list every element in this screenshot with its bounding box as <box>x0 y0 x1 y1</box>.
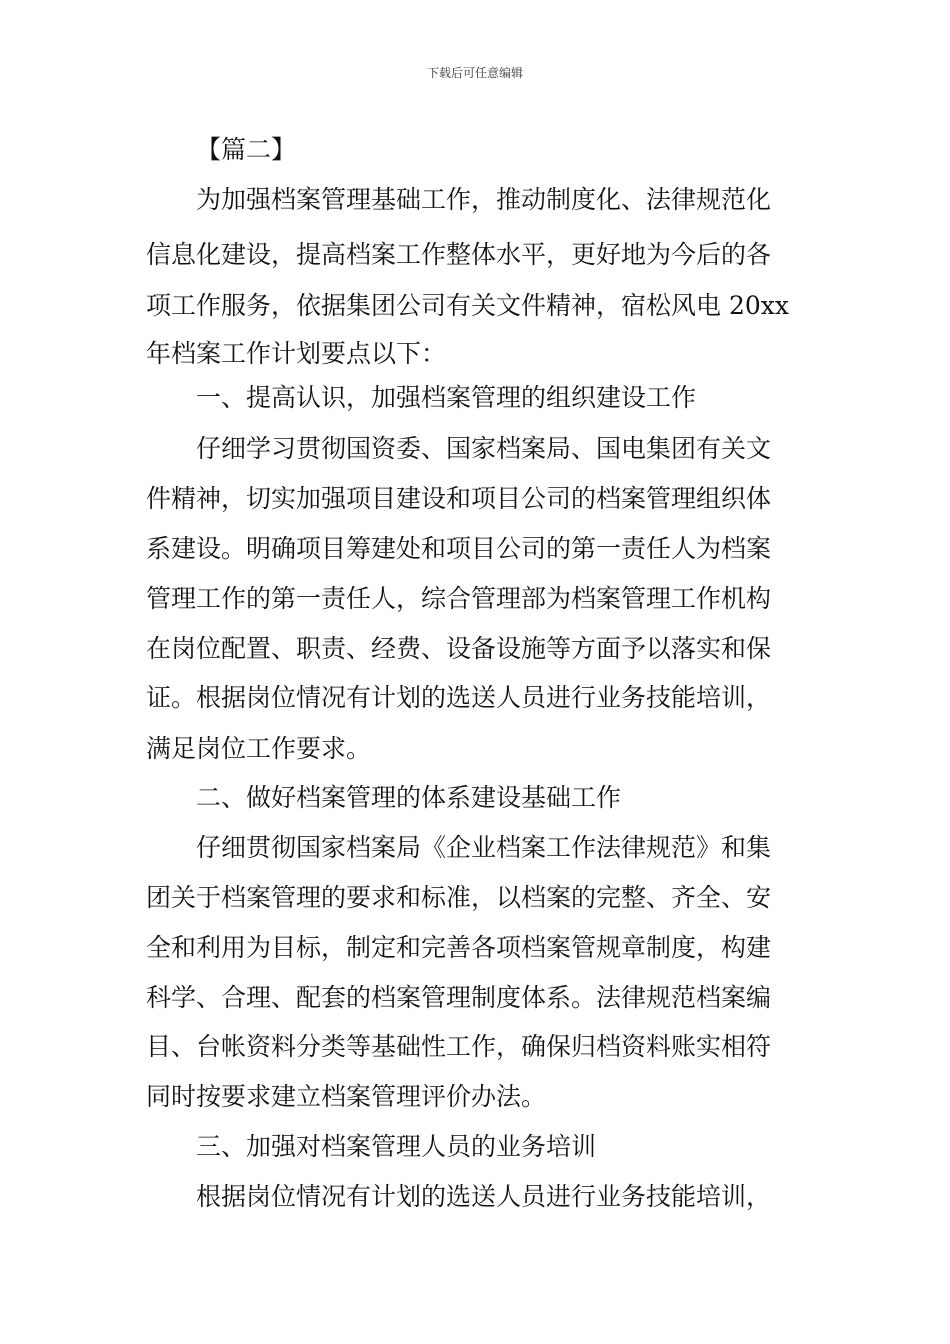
paragraph-line: 在岗位配置、职责、经费、设备设施等方面予以落实和保 <box>146 634 772 663</box>
paragraph-line: 证。根据岗位情况有计划的选送人员进行业务技能培训， <box>146 683 772 712</box>
section-heading: 三、加强对档案管理人员的业务培训 <box>196 1132 597 1161</box>
page-header: 下载后可任意编辑 <box>426 66 523 80</box>
paragraph-line: 同时按要求建立档案管理评价办法。 <box>146 1082 547 1111</box>
section-tag: 【篇二】 <box>196 135 297 164</box>
section-heading: 二、做好档案管理的体系建设基础工作 <box>196 783 622 812</box>
section-heading: 一、提高认识，加强档案管理的组织建设工作 <box>196 383 697 412</box>
paragraph-line: 信息化建设，提高档案工作整体水平，更好地为今后的各 <box>146 240 772 269</box>
paragraph-line: 满足岗位工作要求。 <box>146 734 372 763</box>
paragraph-line: 全和利用为目标，制定和完善各项档案管规章制度，构建 <box>146 933 772 962</box>
paragraph-line: 管理工作的第一责任人，综合管理部为档案管理工作机构 <box>146 584 772 613</box>
paragraph-line: 项工作服务，依据集团公司有关文件精神，宿松风电 20xx <box>146 291 789 320</box>
paragraph-line: 目、台帐资料分类等基础性工作，确保归档资料账实相符 <box>146 1032 772 1061</box>
paragraph-line: 为加强档案管理基础工作，推动制度化、法律规范化 <box>196 185 772 214</box>
paragraph-line: 科学、合理、配套的档案管理制度体系。法律规范档案编 <box>146 983 772 1012</box>
paragraph-line: 件精神，切实加强项目建设和项目公司的档案管理组织体 <box>146 484 772 513</box>
paragraph-line: 年档案工作计划要点以下： <box>146 339 447 368</box>
paragraph-line: 仔细学习贯彻国资委、国家档案局、国电集团有关文 <box>196 434 772 463</box>
paragraph-line: 根据岗位情况有计划的选送人员进行业务技能培训， <box>196 1182 772 1211</box>
paragraph-line: 团关于档案管理的要求和标准，以档案的完整、齐全、安 <box>146 883 772 912</box>
paragraph-line: 仔细贯彻国家档案局《企业档案工作法律规范》和集 <box>196 833 772 862</box>
paragraph-line: 系建设。明确项目筹建处和项目公司的第一责任人为档案 <box>146 534 772 563</box>
